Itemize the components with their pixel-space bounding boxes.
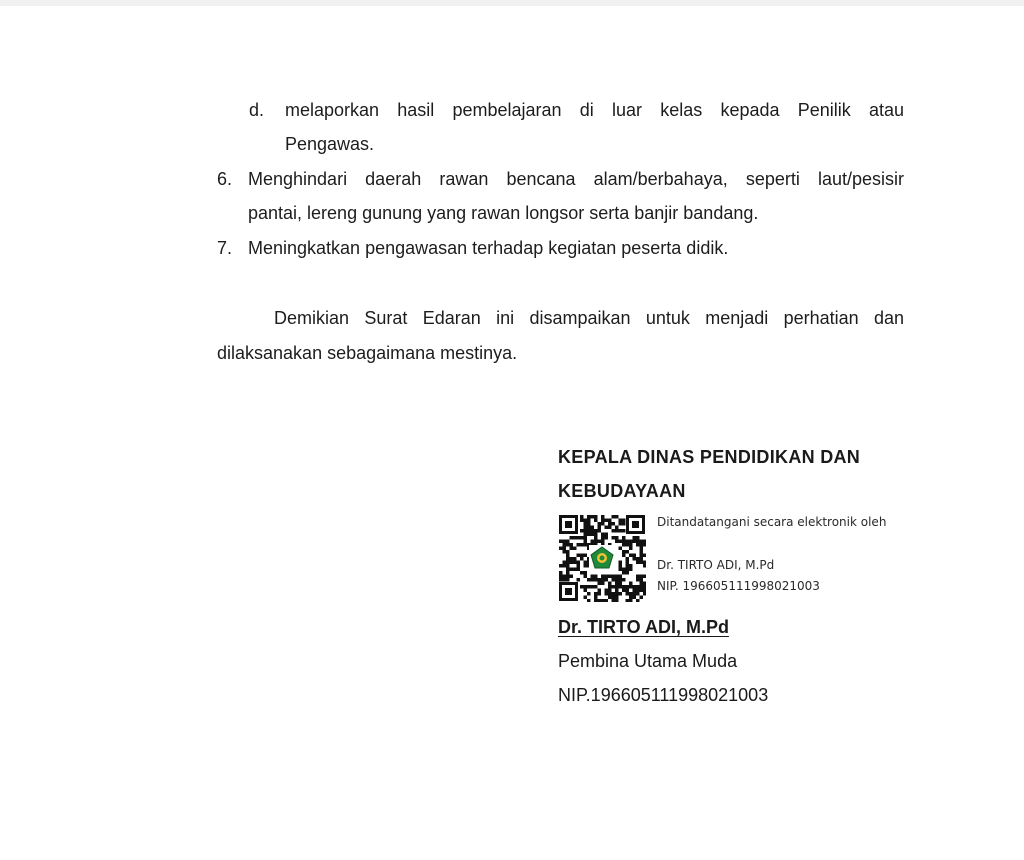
list-item-d-line1: melaporkan hasil pembelajaran di luar kelas kepada Penilik atau [285, 100, 904, 120]
esign-signer-nip: NIP. 196605111998021003 [657, 579, 820, 593]
closing-line2: dilaksanakan sebagaimana mestinya. [217, 343, 518, 363]
list-item-6-line1: Menghindari daerah rawan bencana alam/berbahaya, seperti laut/pesisir [248, 169, 904, 189]
list-marker-d: d. [249, 100, 265, 120]
qr-code-with-emblem-icon [558, 514, 646, 602]
list-item-6-line2: pantai, lereng gunung yang rawan longsor serta banjir bandang. [248, 203, 759, 223]
signer-nip: NIP.196605111998021003 [558, 685, 769, 705]
esign-caption: Ditandatangani secara elektronik oleh [657, 515, 887, 529]
signer-rank: Pembina Utama Muda [558, 651, 738, 671]
list-item-7-line1: Meningkatkan pengawasan terhadap kegiatan peserta didik. [248, 238, 729, 258]
list-marker-6: 6. [217, 169, 233, 189]
esign-signer-name: Dr. TIRTO ADI, M.Pd [657, 558, 775, 572]
viewer-top-bar [0, 0, 1024, 6]
signer-name: Dr. TIRTO ADI, M.Pd [558, 617, 730, 637]
list-marker-7: 7. [217, 238, 233, 258]
list-item-d-line2: Pengawas. [285, 134, 375, 154]
office-title-line2: KEBUDAYAAN [558, 481, 686, 501]
office-title-line1: KEPALA DINAS PENDIDIKAN DAN [558, 447, 861, 467]
closing-line1: Demikian Surat Edaran ini disampaikan untuk menjadi perhatian dan [274, 308, 904, 328]
